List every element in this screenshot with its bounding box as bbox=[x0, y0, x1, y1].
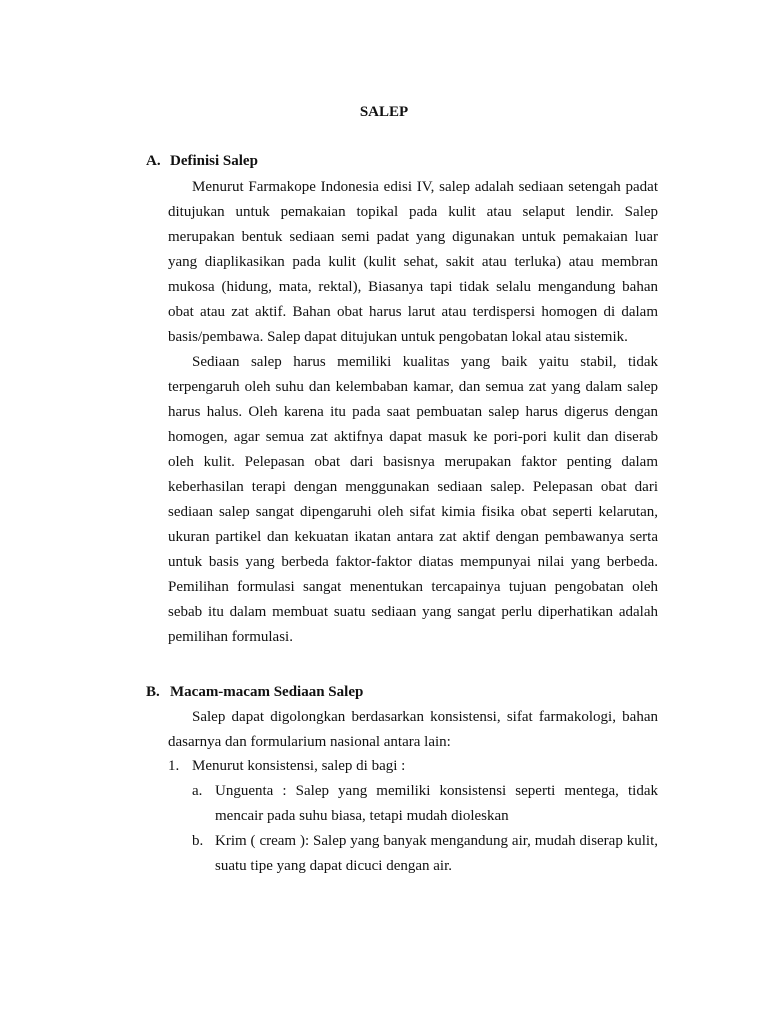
sub-item-b-label: b. bbox=[192, 833, 204, 849]
sub-item-a-label: a. bbox=[192, 783, 203, 799]
section-a-label: A. bbox=[146, 153, 161, 169]
sub-item-a bbox=[192, 779, 658, 829]
section-a-paragraph-2: Sediaan salep harus memiliki kualitas yang baik yaitu stabil, tidak terpengaruh oleh suhu dan kelembaban kamar, dan semua zat yang dalam salep harus halus. Oleh karena itu pada saat pembuatan salep harus digerus dengan homogen, agar semua zat aktifnya dapat masuk ke pori-pori kulit dan diserab oleh kulit. Pelepasan obat dari basisnya merupakan faktor penting dalam keberhasilan terapi dengan menggunakan sediaan salep. Pelepasan obat dari sediaan salep sangat dipengaruhi oleh sifat kimia fisika obat seperti kelarutan, ukuran partikel dan kekuatan ikatan antara zat aktif dengan pembawanya serta untuk basis yang berbeda faktor-faktor diatas mempunyai nilai yang berbeda. Pemilihan formulasi sangat menentukan tercapainya tujuan pengobatan oleh sebab itu dalam membuat suatu sediaan yang sangat perlu diperhatikan adalah pemilihan formulasi. bbox=[168, 354, 658, 645]
sub-item-b bbox=[192, 829, 658, 879]
section-b-label: B. bbox=[146, 684, 160, 700]
section-b-intro: Salep dapat digolongkan berdasarkan konsistensi, sifat farmakologi, bahan dasarnya dan formularium nasional antara lain: bbox=[168, 709, 658, 750]
list-item-1-label: 1. bbox=[168, 758, 180, 774]
page-title: SALEP bbox=[359, 104, 409, 120]
list-item-1 bbox=[168, 754, 658, 779]
sub-item-a-text: Unguenta : Salep yang memiliki konsistensi seperti mentega, tidak mencair pada suhu biasa, tetapi mudah dioleskan bbox=[215, 783, 658, 824]
sub-item-b-text: Krim ( cream ): Salep yang banyak mengandung air, mudah diserap kulit, suatu tipe yang dapat dicuci dengan air. bbox=[215, 833, 658, 874]
section-b-heading bbox=[146, 682, 363, 702]
section-a-heading bbox=[146, 151, 258, 171]
section-a-title: Definisi Salep bbox=[170, 153, 258, 169]
section-b-title: Macam-macam Sediaan Salep bbox=[170, 684, 364, 700]
list-item-1-text: Menurut konsistensi, salep di bagi : bbox=[192, 758, 406, 774]
section-a-paragraph-1: Menurut Farmakope Indonesia edisi IV, salep adalah sediaan setengah padat ditujukan untuk pemakaian topikal pada kulit atau selaput lendir. Salep merupakan bentuk sediaan semi padat yang digunakan untuk pemakaian luar yang diaplikasikan pada kulit (kulit sehat, sakit atau terluka) atau membran mukosa (hidung, mata, rektal), Biasanya tapi tidak selalu mengandung bahan obat atau zat aktif. Bahan obat harus larut atau terdispersi homogen di dalam basis/pembawa. Salep dapat ditujukan untuk pengobatan lokal atau sistemik. bbox=[168, 179, 658, 345]
